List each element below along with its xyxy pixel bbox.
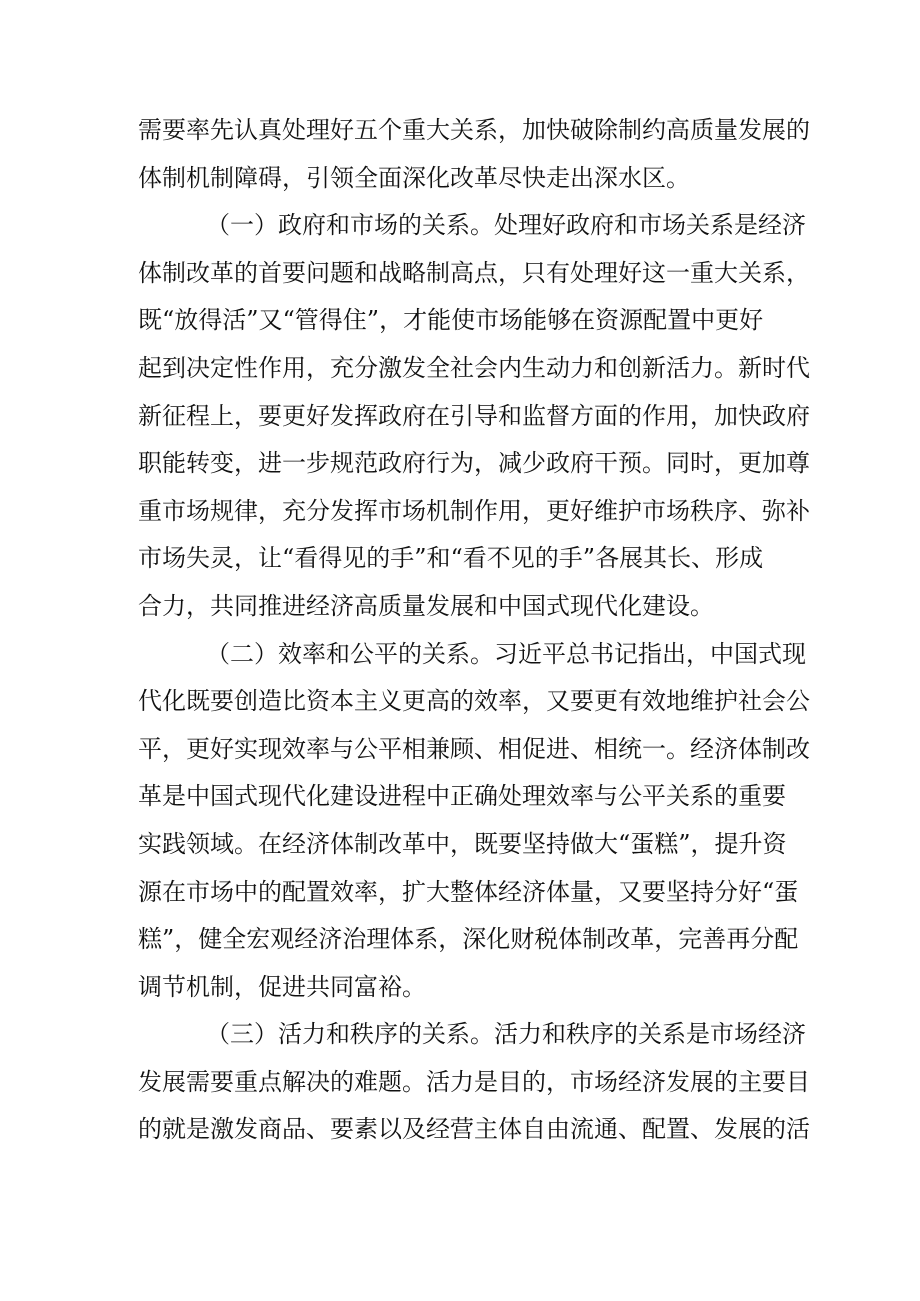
text-line: 糕”，健全宏观经济治理体系，深化财税体制改革，完善再分配 xyxy=(138,925,799,954)
text-line: 职能转变，进一步规范政府行为，减少政府干预。同时，更加尊 xyxy=(138,449,810,478)
paragraph-intro-continued xyxy=(138,107,810,202)
text-line: 平，更好实现效率与公平相兼顾、相促进、相统一。经济体制改 xyxy=(138,734,810,763)
text-line: 新征程上，要更好发挥政府在引导和监督方面的作用，加快政府 xyxy=(138,401,810,430)
text-line: 发展需要重点解决的难题。活力是目的，市场经济发展的主要目 xyxy=(138,1067,810,1096)
text-line: 既“放得活”又“管得住”，才能使市场能够在资源配置中更好 xyxy=(138,306,764,335)
text-line: 的就是激发商品、要素以及经营主体自由流通、配置、发展的活 xyxy=(138,1115,810,1144)
text-line: 实践领域。在经济体制改革中，既要坚持做大“蛋糕”，提升资 xyxy=(138,829,787,858)
paragraph-vitality-order xyxy=(138,1011,810,1154)
text-line: 调节机制，促进共同富裕。 xyxy=(138,972,426,1001)
text-line: 代化既要创造比资本主义更高的效率，又要更有效地维护社会公 xyxy=(138,687,810,716)
text-line: （一）政府和市场的关系。处理好政府和市场关系是经济 xyxy=(206,211,806,240)
text-line: （二）效率和公平的关系。习近平总书记指出，中国式现 xyxy=(206,639,806,668)
text-line: 起到决定性作用，充分激发全社会内生动力和创新活力。新时代 xyxy=(138,353,810,382)
text-line: 需要率先认真处理好五个重大关系，加快破除制约高质量发展的 xyxy=(138,116,810,144)
text-line: 重市场规律，充分发挥市场机制作用，更好维护市场秩序、弥补 xyxy=(138,496,810,525)
body-text xyxy=(138,107,810,1154)
text-line: 合力，共同推进经济高质量发展和中国式现代化建设。 xyxy=(138,591,714,620)
text-line: （三）活力和秩序的关系。活力和秩序的关系是市场经济 xyxy=(206,1020,806,1049)
text-line: 市场失灵，让“看得见的手”和“看不见的手”各展其长、形成 xyxy=(138,544,764,573)
text-line: 体制改革的首要问题和战略制高点，只有处理好这一重大关系， xyxy=(138,258,810,287)
paragraph-government-market xyxy=(138,202,810,630)
text-line: 革是中国式现代化建设进程中正确处理效率与公平关系的重要 xyxy=(138,782,786,811)
paragraph-efficiency-fairness xyxy=(138,631,810,1012)
text-line: 源在市场中的配置效率，扩大整体经济体量，又要坚持分好“蛋 xyxy=(138,877,799,906)
text-line: 体制机制障碍，引领全面深化改革尽快走出深水区。 xyxy=(138,163,690,192)
